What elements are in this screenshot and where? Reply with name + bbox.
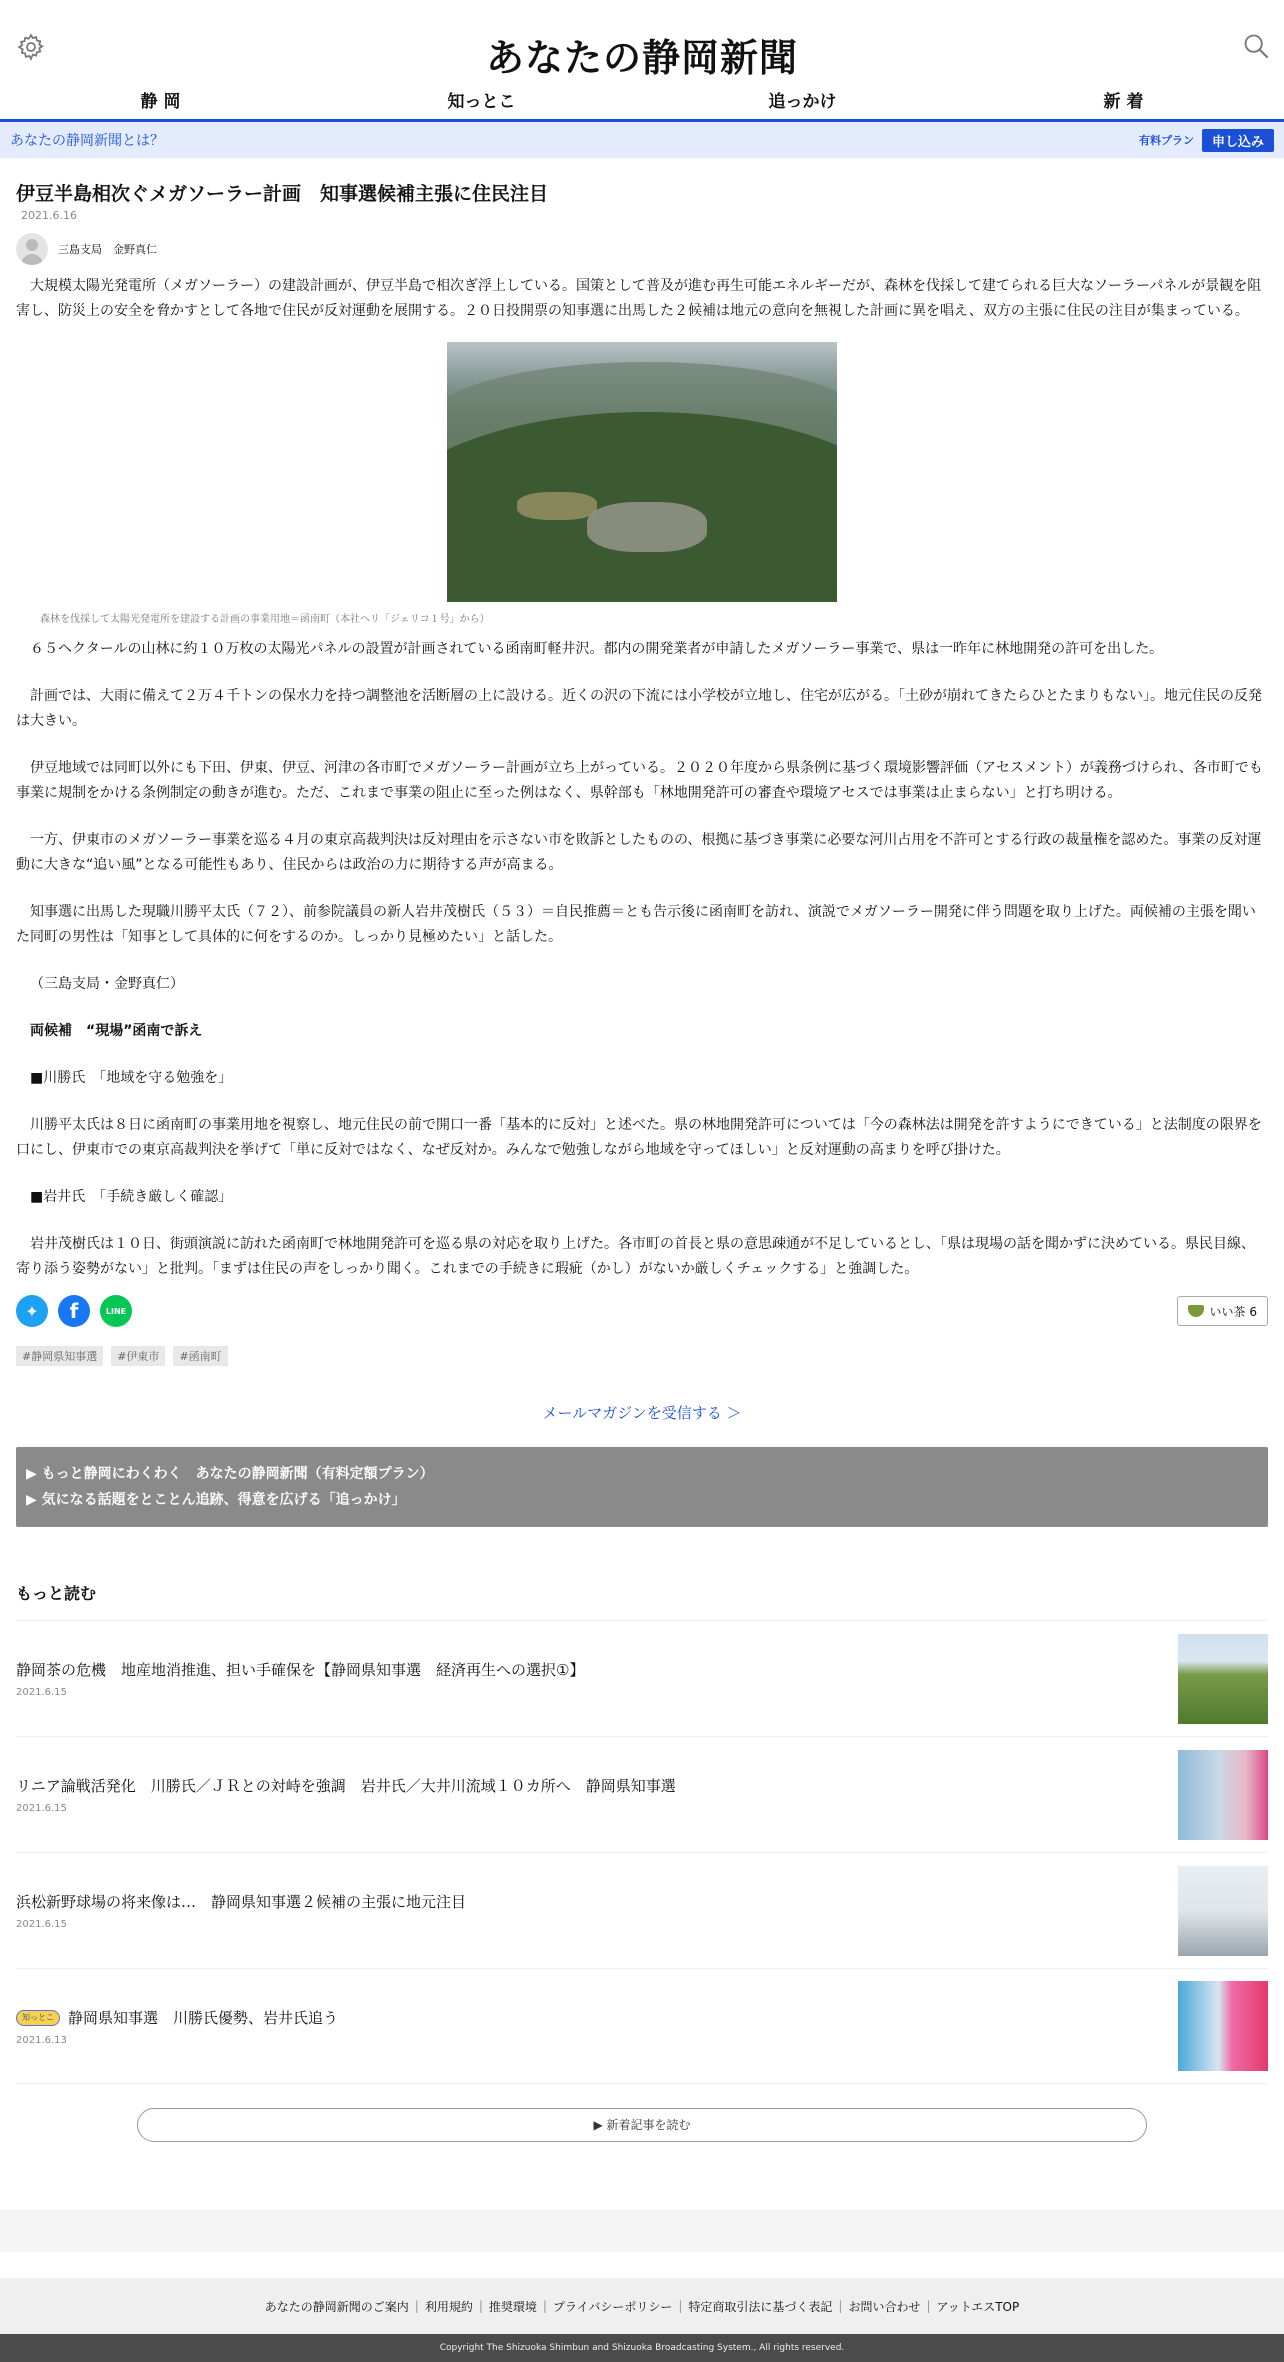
item-date: 2021.6.15 bbox=[16, 1919, 67, 1930]
info-bar bbox=[0, 122, 1284, 158]
search-icon[interactable] bbox=[1242, 32, 1270, 60]
read-new-articles-button[interactable]: ▶ 新着記事を読む bbox=[137, 2108, 1147, 2142]
item-title[interactable]: 静岡県知事選 川勝氏優勢、岩井氏追う bbox=[68, 2008, 339, 2027]
tag[interactable]: #函南町 bbox=[173, 1346, 227, 1366]
main-nav bbox=[0, 92, 1284, 122]
paragraph: 岩井茂樹氏は１０日、街頭演説に訪れた函南町で林地開発許可を巡る県の対応を取り上げた。各市町の首長と県の意思疎通が不足しているとし、「県は現場の話を聞かずに決めている。県民目線、寄り添う姿勢がない」と批判。「まずは住民の声をしっかり聞く。これまでの手続きに瑕疵（かし）がないか厳しくチェックする」と強調した。 bbox=[16, 1236, 1255, 1277]
article-title: 伊豆半島相次ぐメガソーラー計画 知事選候補主張に住民注目 bbox=[16, 183, 549, 205]
about-link[interactable]: あなたの静岡新聞とは？ bbox=[10, 133, 164, 149]
subheading-kawakatsu: ■川勝氏 「地域を守る勉強を」 bbox=[30, 1070, 233, 1086]
article-photo[interactable] bbox=[447, 342, 837, 602]
item-thumbnail[interactable] bbox=[1178, 1750, 1268, 1840]
item-date: 2021.6.15 bbox=[16, 1803, 67, 1814]
byline bbox=[16, 232, 1268, 266]
author-name[interactable]: 三島支局 金野真仁 bbox=[58, 243, 157, 256]
shittoko-badge: 知っとこ bbox=[16, 2010, 60, 2026]
article-date: 2021.6.16 bbox=[21, 209, 77, 222]
nav-shittoko[interactable]: 知っとこ bbox=[447, 92, 516, 112]
paragraph: 川勝平太氏は８日に函南町の事業用地を視察し、地元住民の前で開口一番「基本的に反対」と述べた。県の林地開発許可については「今の森林法は開発を許すようにできている」と法制度の限界を口にし、伊東市での東京高裁判決を挙げて「単に反対ではなく、なぜ反対か。みんなで勉強しながら地域を守ってほしい」と反対運動の高まりを呼び掛けた。 bbox=[16, 1117, 1262, 1158]
list-item[interactable] bbox=[16, 1620, 1268, 1736]
good-tea-button[interactable] bbox=[1177, 1296, 1268, 1326]
promo-link-plan[interactable]: ▶ もっと静岡にわくわく あなたの静岡新聞（有料定額プラン） bbox=[26, 1466, 434, 1482]
nav-okkake[interactable]: 追っかけ bbox=[768, 92, 837, 112]
tea-cup-icon bbox=[1188, 1305, 1204, 1317]
photo-caption: 森林を伐採して太陽光発電所を建設する計画の事業用地＝函南町（本社ヘリ「ジェリコ１号」から） bbox=[40, 614, 490, 625]
spacer-band bbox=[0, 2210, 1284, 2252]
copyright: Copyright The Shizuoka Shimbun and Shizuoka Broadcasting System., All rights reserved. bbox=[0, 2334, 1284, 2362]
share-bar bbox=[16, 1294, 1268, 1328]
tag[interactable]: #伊東市 bbox=[111, 1346, 165, 1366]
footer-link[interactable]: 特定商取引法に基づく表記 bbox=[688, 2299, 833, 2314]
item-thumbnail[interactable] bbox=[1178, 1634, 1268, 1724]
footer-link[interactable]: あなたの静岡新聞のご案内 bbox=[264, 2299, 409, 2314]
list-item[interactable] bbox=[16, 1968, 1268, 2084]
item-title-row[interactable] bbox=[16, 2007, 1178, 2029]
tag[interactable]: #静岡県知事選 bbox=[16, 1346, 103, 1366]
paragraph-credit: （三島支局・金野真仁） bbox=[30, 976, 184, 992]
apply-button[interactable]: 申し込み bbox=[1202, 129, 1274, 152]
item-thumbnail[interactable] bbox=[1178, 1981, 1268, 2071]
paragraph: ６５ヘクタールの山林に約１０万枚の太陽光パネルの設置が計画されている函南町軽井沢。都内の開発業者が申請したメガソーラー事業で、県は一昨年に林地開発の許可を出した。 bbox=[30, 641, 1164, 657]
article-lead: 大規模太陽光発電所（メガソーラー）の建設計画が、伊豆半島で相次ぎ浮上している。国策として普及が進む再生可能エネルギーだが、森林を伐採して建てられる巨大なソーラーパネルが景観を阻害し、防災上の安全を脅かすとして各地で住民が反対運動を展開する。２０日投開票の知事選に出馬した２候補は地元の意向を無視した計画に異を唱え、双方の主張に住民の注目が集まっている。 bbox=[16, 278, 1262, 319]
subheading: 両候補 “現場”函南で訴え bbox=[30, 1023, 203, 1039]
mail-magazine-link[interactable]: メールマガジンを受信する ＞ bbox=[542, 1404, 742, 1422]
item-date: 2021.6.15 bbox=[16, 1687, 67, 1698]
nav-shizuoka[interactable]: 静 岡 bbox=[140, 92, 181, 112]
promo-box bbox=[16, 1447, 1268, 1527]
footer-link[interactable]: アットエスTOP bbox=[936, 2299, 1020, 2314]
good-tea-label: いい茶 6 bbox=[1209, 1304, 1257, 1319]
paragraph: 知事選に出馬した現職川勝平太氏（７２）、前参院議員の新人岩井茂樹氏（５３）＝自民推薦＝とも告示後に函南町を訪れ、演説でメガソーラー開発に伴う問題を取り上げた。両候補の主張を聞いた同町の男性は「知事として具体的に何をするのか。しっかり見極めたい」と話した。 bbox=[16, 904, 1256, 945]
paragraph: 計画では、大雨に備えて２万４千トンの保水力を持つ調整池を活断層の上に設ける。近くの沢の下流には小学校が立地し、住宅が広がる。「土砂が崩れてきたらひとたまりもない」。地元住民の反発は大きい。 bbox=[16, 688, 1262, 729]
nav-new[interactable]: 新 着 bbox=[1103, 92, 1144, 112]
site-logo[interactable]: あなたの静岡新聞 bbox=[485, 36, 798, 80]
footer-links: あなたの静岡新聞のご案内 | 利用規約 | 推奨環境 | プライバシーポリシー | 特定商取引法に基づく表記 | お問い合わせ | アットエスTOP bbox=[0, 2278, 1284, 2334]
promo-link-okkake[interactable]: ▶ 気になる話題をとことん追跡、得意を広げる「追っかけ」 bbox=[26, 1492, 406, 1508]
avatar bbox=[16, 233, 48, 265]
article bbox=[0, 180, 1284, 2142]
footer-link[interactable]: プライバシーポリシー bbox=[552, 2299, 673, 2314]
masthead bbox=[0, 0, 1284, 92]
paragraph: 伊豆地域では同町以外にも下田、伊東、伊豆、河津の各市町でメガソーラー計画が立ち上がっている。２０２０年度から県条例に基づく環境影響評価（アセスメント）が義務づけられ、各市町でも事業に規制をかける条例制定の動きが進む。ただ、これまで事業の阻止に至った例はなく、県幹部も「林地開発許可の審査や環境アセスでは事業は止まらない」と打ち明ける。 bbox=[16, 760, 1263, 801]
more-heading: もっと読む bbox=[16, 1584, 97, 1603]
paragraph: 一方、伊東市のメガソーラー事業を巡る４月の東京高裁判決は反対理由を示さない市を敗訴としたものの、根拠に基づき事業に必要な河川占用を不許可とする行政の裁量権を認めた。事業の反対運動に大きな“追い風”となる可能性もあり、住民からは政治の力に期待する声が高まる。 bbox=[16, 832, 1262, 873]
line-icon[interactable]: LINE bbox=[100, 1295, 132, 1327]
paid-plan-label[interactable]: 有料プラン bbox=[1138, 134, 1194, 147]
footer-link[interactable]: お問い合わせ bbox=[848, 2299, 921, 2314]
list-item[interactable] bbox=[16, 1736, 1268, 1852]
item-title[interactable]: リニア論戦活発化 川勝氏／ＪＲとの対峙を強調 岩井氏／大井川流域１０カ所へ 静岡県知事選 bbox=[16, 1777, 676, 1795]
item-title[interactable]: 静岡茶の危機 地産地消推進、担い手確保を【静岡県知事選 経済再生への選択①】 bbox=[16, 1661, 585, 1679]
item-thumbnail[interactable] bbox=[1178, 1866, 1268, 1956]
item-title[interactable]: 浜松新野球場の将来像は… 静岡県知事選２候補の主張に地元注目 bbox=[16, 1893, 467, 1911]
subheading-iwai: ■岩井氏 「手続き厳しく確認」 bbox=[30, 1189, 233, 1205]
twitter-icon[interactable]: ✦ bbox=[16, 1295, 48, 1327]
footer-link[interactable]: 推奨環境 bbox=[488, 2299, 537, 2314]
tag-list bbox=[16, 1346, 1268, 1366]
item-date: 2021.6.13 bbox=[16, 2034, 67, 2046]
footer-link[interactable]: 利用規約 bbox=[424, 2299, 473, 2314]
more-list bbox=[16, 1620, 1268, 2084]
list-item[interactable] bbox=[16, 1852, 1268, 1968]
facebook-icon[interactable]: f bbox=[58, 1295, 90, 1327]
